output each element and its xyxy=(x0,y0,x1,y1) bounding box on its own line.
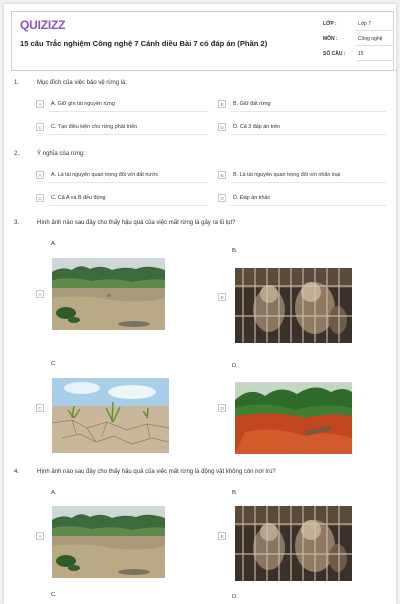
flood-photo xyxy=(52,506,165,578)
image-option-caption: D. xyxy=(232,363,238,369)
worksheet-page xyxy=(4,4,396,604)
meta-label-class: LỚP : xyxy=(323,21,337,27)
question-text: Ý nghĩa của rừng: xyxy=(37,151,86,157)
option-text: C. Tạo điều kiện cho rừng phát triển xyxy=(51,124,138,130)
option-box[interactable]: A xyxy=(36,171,44,179)
question-text: Hình ảnh nào sau đây cho thấy hậu quả của việc mất rừng là động vật không còn nơi trú? xyxy=(37,469,276,475)
flood-photo xyxy=(52,258,165,330)
caged-monkeys-photo xyxy=(235,268,352,343)
option-text: B. Là tài nguyên quan trọng đối với nhân loại xyxy=(233,172,341,178)
option-underline xyxy=(49,111,209,112)
question-text: Mục đích của việc bảo vệ rừng là: xyxy=(37,80,128,86)
question-number: 2. xyxy=(14,151,20,157)
question-number: 3. xyxy=(14,220,20,226)
option-box[interactable]: B xyxy=(218,532,226,540)
image-option-caption: B. xyxy=(232,490,238,496)
divider xyxy=(356,45,394,46)
meta-label-subject: MÔN : xyxy=(323,36,338,42)
option-box[interactable]: A xyxy=(36,100,44,108)
divider xyxy=(356,60,394,61)
meta-label-question-count: SỐ CÂU : xyxy=(323,51,346,57)
option-box[interactable]: A xyxy=(36,532,44,540)
option-box[interactable]: D xyxy=(218,404,226,412)
option-text: D. Đáp án khác xyxy=(233,195,271,201)
option-text: C. Cả A và B đều đúng xyxy=(51,195,106,201)
option-box[interactable]: C xyxy=(36,123,44,131)
option-underline xyxy=(49,182,209,183)
quizizz-logo: QUIZIZZ xyxy=(20,18,66,32)
worksheet-title: 15 câu Trắc nghiệm Công nghệ 7 Cánh diều Bài 7 có đáp án (Phần 2) xyxy=(20,39,268,48)
image-option-caption: D. xyxy=(232,594,238,600)
option-underline xyxy=(231,182,386,183)
option-box[interactable]: A xyxy=(36,290,44,298)
image-option-caption: A. xyxy=(51,490,57,496)
image-option-caption: B. xyxy=(232,248,238,254)
image-option-caption: C. xyxy=(51,361,57,367)
option-underline xyxy=(231,205,386,206)
image-option-caption: A. xyxy=(51,241,57,247)
meta-value-class: Lớp 7 xyxy=(358,21,372,27)
meta-value-subject: Công nghệ xyxy=(358,36,383,42)
divider xyxy=(356,30,394,31)
option-text: A. Giữ gìn tài nguyên rừng xyxy=(51,101,115,107)
option-text: B. Giữ đất rừng xyxy=(233,101,271,107)
option-box[interactable]: C xyxy=(36,404,44,412)
question-text: Hình ảnh nào sau đây cho thấy hậu quả của việc mất rừng là gây ra lũ lụt? xyxy=(37,220,236,226)
image-option-caption: C. xyxy=(51,592,57,598)
option-box[interactable]: B xyxy=(218,293,226,301)
caged-monkeys-photo xyxy=(235,506,352,581)
option-text: A. Là tài nguyên quan trọng đối với đất nước xyxy=(51,172,159,178)
landslide-photo xyxy=(235,382,352,454)
option-box[interactable]: C xyxy=(36,194,44,202)
option-underline xyxy=(231,111,386,112)
option-underline xyxy=(231,134,386,135)
option-underline xyxy=(49,134,209,135)
option-box[interactable]: B xyxy=(218,100,226,108)
option-box[interactable]: D xyxy=(218,194,226,202)
question-number: 1. xyxy=(14,80,20,86)
question-number: 4. xyxy=(14,469,20,475)
meta-value-question-count: 15 xyxy=(358,51,364,57)
option-box[interactable]: D xyxy=(218,123,226,131)
drought-photo xyxy=(52,378,169,453)
option-text: D. Cả 3 đáp án trên xyxy=(233,124,281,130)
option-box[interactable]: B xyxy=(218,171,226,179)
worksheet-header xyxy=(11,11,394,71)
option-underline xyxy=(49,205,209,206)
